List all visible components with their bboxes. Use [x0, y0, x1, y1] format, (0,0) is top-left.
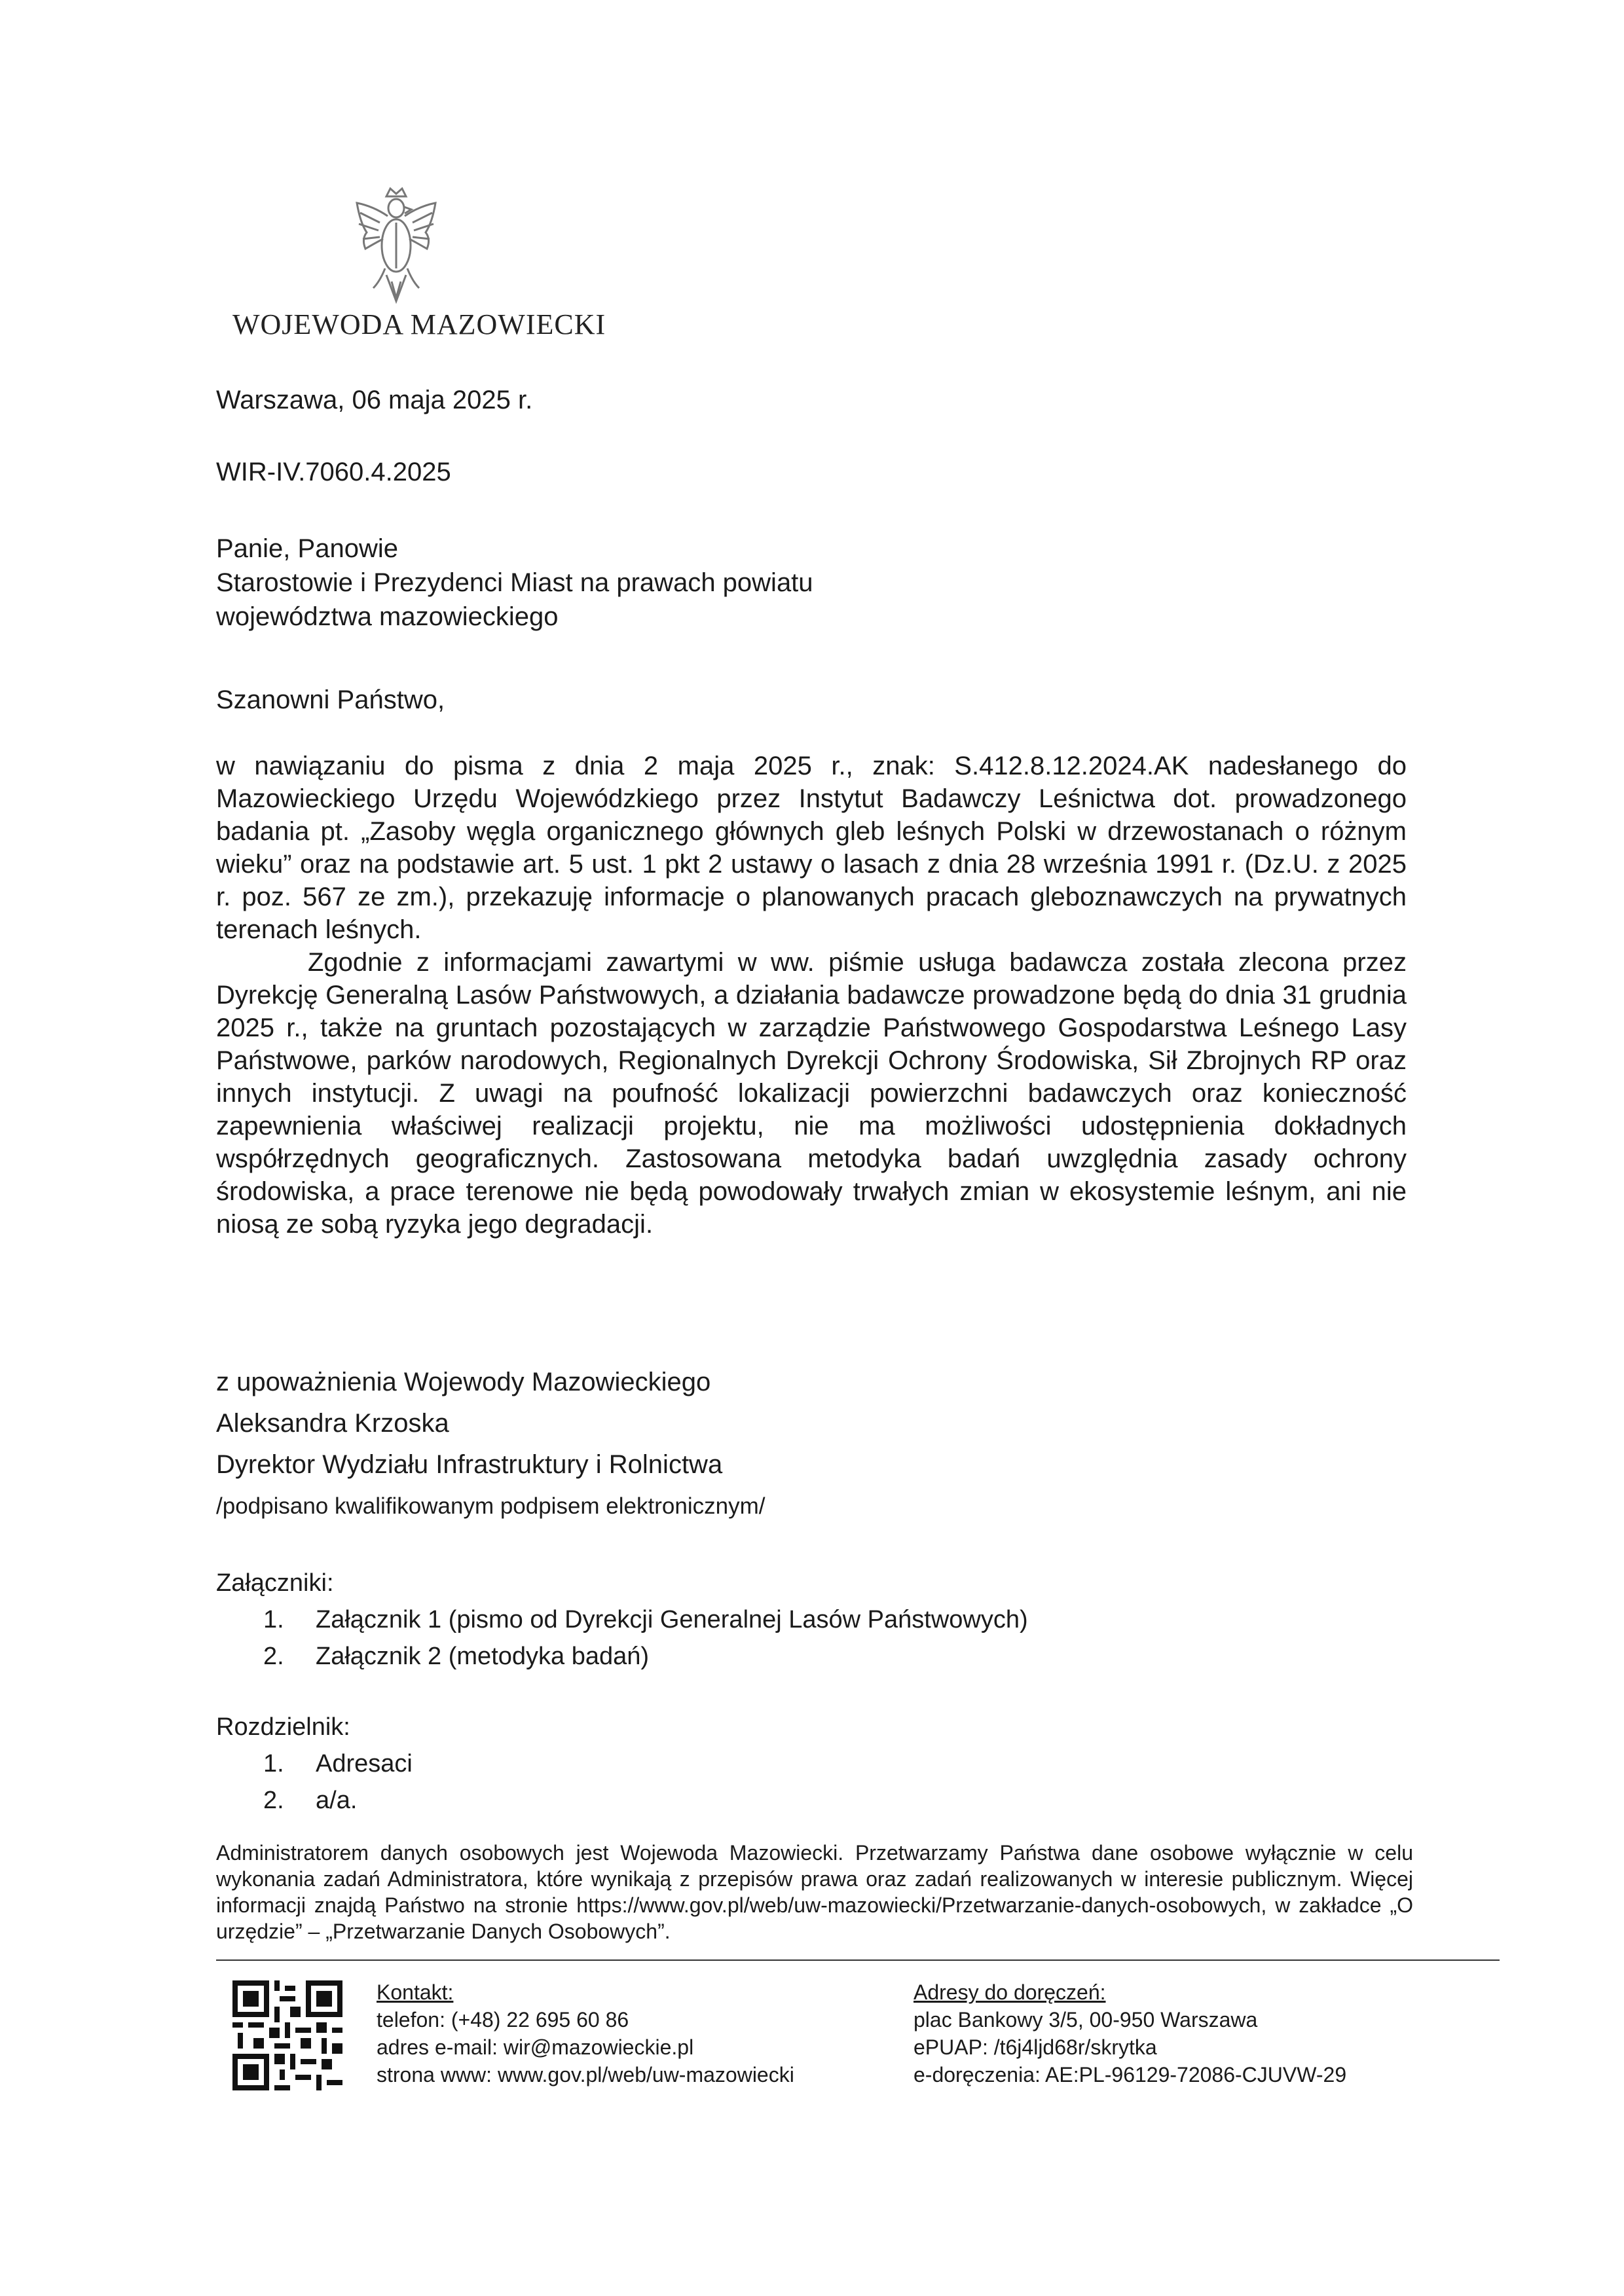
list-item: 2. a/a.: [263, 1787, 358, 1814]
footer-contact: [377, 1978, 794, 2088]
qr-code: [232, 1980, 342, 2090]
distribution-title: Rozdzielnik:: [216, 1713, 350, 1741]
delivery-address: plac Bankowy 3/5, 00-950 Warszawa: [913, 2008, 1258, 2032]
salutation: Szanowni Państwo,: [216, 685, 445, 714]
delivery-title: Adresy do doręczeń:: [913, 1980, 1106, 2004]
body-paragraph: w nawiązaniu do pisma z dnia 2 maja 2025 r., znak: S.412.8.12.2024.AK nadesłanego do Mazowieckiego Urzędu Wojewódzkiego przez Instytut Badawczy Leśnictwa dot. prowadzonego badania pt. „Zasoby węgla organicznego głównych gleb leśnych Polski w drzewostanach o różnym wieku” oraz na podstawie art. 5 ust. 1 pkt 2 ustawy o lasach z dnia 28 września 1991 r. (Dz.U. z 2025 r. poz. 567 ze zm.), przekazuję informacje o planowanych pracach gleboznawczych na prywatnych terenach leśnych.: [216, 752, 1407, 944]
list-item: 1. Adresaci: [263, 1750, 413, 1777]
attachments-section: [216, 1565, 1028, 1675]
delivery-epuap: ePUAP: /t6j4ljd68r/skrytka: [913, 2035, 1157, 2059]
place-date: Warszawa, 06 maja 2025 r.: [216, 386, 533, 414]
distribution-section: [216, 1709, 413, 1819]
reference-number: WIR-IV.7060.4.2025: [216, 458, 451, 486]
list-item: 2. Załącznik 2 (metodyka badań): [263, 1643, 650, 1670]
signature-authorization: z upoważnienia Wojewody Mazowieckiego: [216, 1368, 711, 1396]
addressee-line: Starostowie i Prezydenci Miast na prawach powiatu: [216, 568, 813, 597]
office-name: WOJEWODA MAZOWIECKI: [232, 308, 606, 340]
contact-title: Kontakt:: [377, 1980, 454, 2004]
polish-eagle-emblem: [347, 177, 445, 308]
attachments-title: Załączniki:: [216, 1569, 334, 1597]
contact-phone: telefon: (+48) 22 695 60 86: [377, 2008, 629, 2032]
signature-block: [216, 1362, 765, 1527]
letter-body: [216, 750, 1407, 1241]
distribution-list: [216, 1745, 413, 1819]
contact-website: strona www: www.gov.pl/web/uw-mazowiecki: [377, 2063, 794, 2086]
footer-divider: [216, 1959, 1500, 1961]
addressee-line: województwa mazowieckiego: [216, 602, 559, 631]
electronic-signature-note: /podpisano kwalifikowanym podpisem elektronicznym/: [216, 1493, 766, 1519]
list-item: 1. Załącznik 1 (pismo od Dyrekcji Generalnej Lasów Państwowych): [263, 1606, 1028, 1633]
body-paragraph: Zgodnie z informacjami zawartymi w ww. piśmie usługa badawcza została zlecona przez Dyrekcję Generalną Lasów Państwowych, a działania badawcze prowadzone będą do dnia 31 grudnia 2025 r., także na gruntach pozostających w zarządzie Państwowego Gospodarstwa Leśnego Lasy Państwowe, parków narodowych, Regionalnych Dyrekcji Ochrony Środowiska, Sił Zbrojnych RP oraz innych instytucji. Z uwagi na poufność lokalizacji powierzchni badawczych oraz konieczność zapewnienia właściwej realizacji projektu, nie ma możliwości udostępnienia dokładnych współrzędnych geograficznych. Zastosowana metodyka badań uwzględnia zasady ochrony środowiska, a prace terenowe nie będą powodowały trwałych zmian w ekosystemie leśnym, ani nie niosą ze sobą ryzyka jego degradacji.: [216, 948, 1407, 1239]
signatory-position: Dyrektor Wydziału Infrastruktury i Rolnictwa: [216, 1450, 723, 1479]
gdpr-notice: Administratorem danych osobowych jest Wojewoda Mazowiecki. Przetwarzamy Państwa dane osobowe wyłącznie w celu wykonania zadań Administratora, które wynikają z przepisów prawa oraz zadań realizowanych w interesie publicznym. Więcej informacji znajdą Państwo na stronie https://www.gov.pl/web/uw-mazowiecki/Przetwarzanie-danych-osobowych, w zakładce „O urzędzie” – „Przetwarzanie Danych Osobowych”.: [216, 1841, 1413, 1943]
footer-delivery: [913, 1978, 1346, 2088]
attachments-list: [216, 1601, 1028, 1675]
addressee-block: [216, 532, 813, 634]
addressee-line: Panie, Panowie: [216, 534, 398, 563]
contact-email: adres e-mail: wir@mazowieckie.pl: [377, 2035, 694, 2059]
delivery-edelivery: e-doręczenia: AE:PL-96129-72086-CJUVW-29: [913, 2063, 1347, 2086]
signatory-name: Aleksandra Krzoska: [216, 1409, 449, 1438]
